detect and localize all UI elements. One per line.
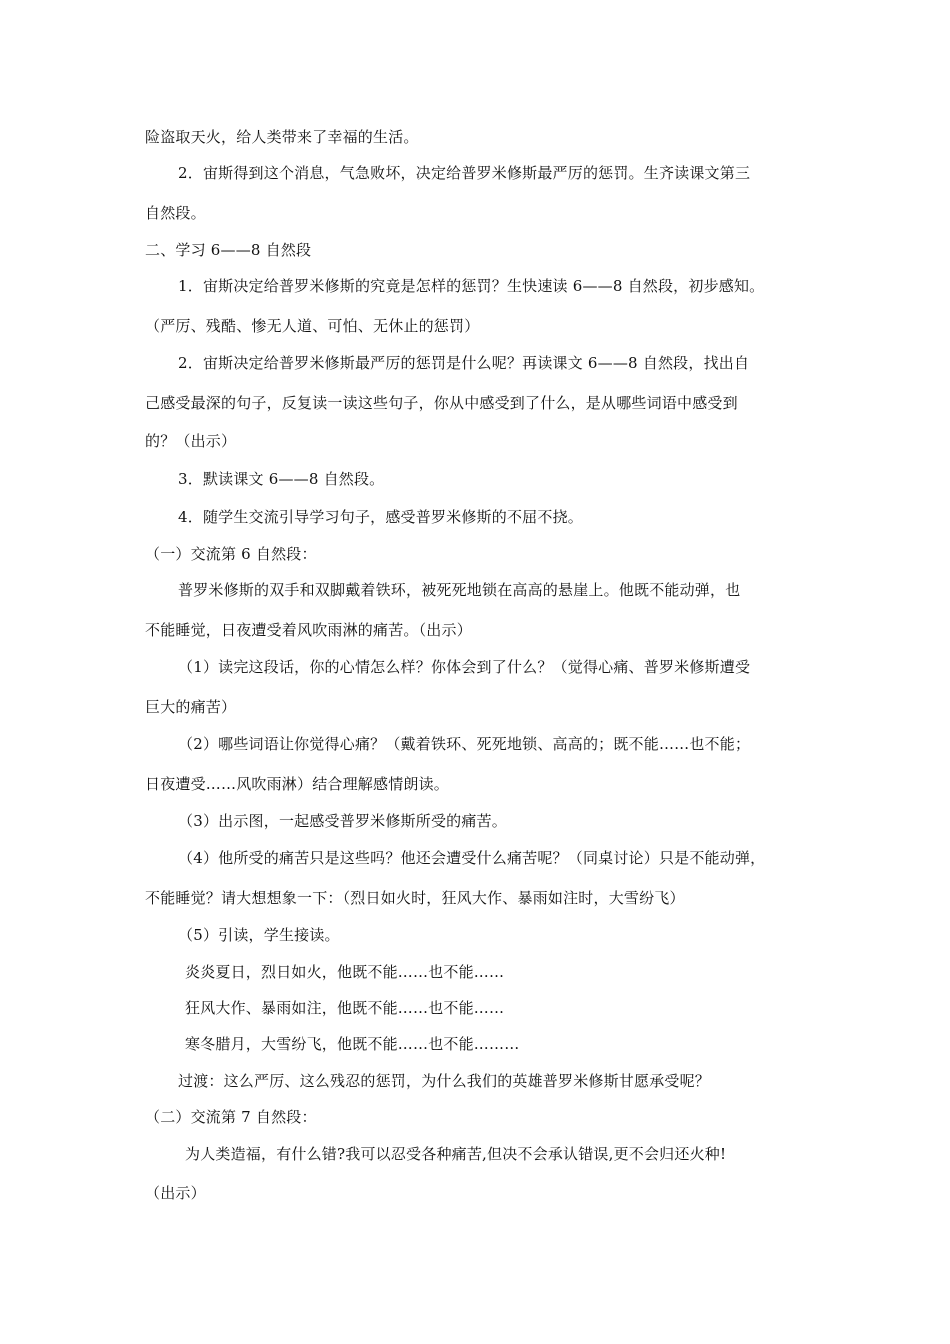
text-line: （2）哪些词语让你觉得心痛？（戴着铁环、死死地锁、高高的；既不能……也不能； bbox=[178, 735, 751, 753]
text-line: 的？（出示） bbox=[145, 432, 237, 450]
text-line: 自然段。 bbox=[145, 204, 206, 222]
text-line: 巨大的痛苦） bbox=[145, 698, 237, 716]
reading-line: 狂风大作、暴雨如注，他既不能……也不能…… bbox=[185, 999, 505, 1017]
text-line: 日夜遭受……风吹雨淋）结合理解感情朗读。 bbox=[145, 775, 450, 793]
text-line: （1）读完这段话，你的心情怎么样？你体会到了什么？（觉得心痛、普罗米修斯遭受 bbox=[178, 658, 751, 676]
reading-line: 寒冬腊月，大雪纷飞，他既不能……也不能……… bbox=[185, 1035, 520, 1053]
text-line: 4．随学生交流引导学习句子，感受普罗米修斯的不屈不挠。 bbox=[178, 508, 583, 526]
text-line: 险盗取天火，给人类带来了幸福的生活。 bbox=[145, 128, 419, 146]
section-heading: 二、学习 6——8 自然段 bbox=[145, 241, 312, 259]
subsection-heading: （一）交流第 6 自然段： bbox=[145, 545, 317, 563]
text-line: 不能睡觉？请大想想象一下：（烈日如火时，狂风大作、暴雨如注时，大雪纷飞） bbox=[145, 889, 685, 907]
text-line: 1．宙斯决定给普罗米修斯的究竟是怎样的惩罚？生快速读 6——8 自然段，初步感知。 bbox=[178, 277, 765, 295]
text-line: （4）他所受的痛苦只是这些吗？他还会遭受什么痛苦呢？（同桌讨论）只是不能动弹， bbox=[178, 849, 766, 867]
quote-line: 不能睡觉，日夜遭受着风吹雨淋的痛苦。（出示） bbox=[145, 621, 472, 639]
quote-line: 为人类造福，有什么错?我可以忍受各种痛苦,但决不会承认错误,更不会归还火种! bbox=[185, 1145, 727, 1163]
text-line: 己感受最深的句子，反复读一读这些句子，你从中感受到了什么，是从哪些词语中感受到 bbox=[145, 394, 738, 412]
text-line: 2．宙斯得到这个消息，气急败坏，决定给普罗米修斯最严厉的惩罚。生齐读课文第三 bbox=[178, 164, 751, 182]
reading-line: 炎炎夏日，烈日如火，他既不能……也不能…… bbox=[185, 963, 505, 981]
text-line: （3）出示图，一起感受普罗米修斯所受的痛苦。 bbox=[178, 812, 507, 830]
text-line: 3．默读课文 6——8 自然段。 bbox=[178, 470, 385, 488]
text-line: （出示） bbox=[145, 1184, 206, 1202]
quote-line: 普罗米修斯的双手和双脚戴着铁环，被死死地锁在高高的悬崖上。他既不能动弹，也 bbox=[178, 581, 741, 599]
text-line: （5）引读，学生接读。 bbox=[178, 926, 340, 944]
text-line: 2．宙斯决定给普罗米修斯最严厉的惩罚是什么呢？再读课文 6——8 自然段，找出自 bbox=[178, 354, 750, 372]
text-line: （严厉、残酷、惨无人道、可怕、无休止的惩罚） bbox=[145, 317, 480, 335]
transition-line: 过渡：这么严厉、这么残忍的惩罚，为什么我们的英雄普罗米修斯甘愿承受呢？ bbox=[178, 1072, 711, 1090]
subsection-heading: （二）交流第 7 自然段： bbox=[145, 1108, 317, 1126]
